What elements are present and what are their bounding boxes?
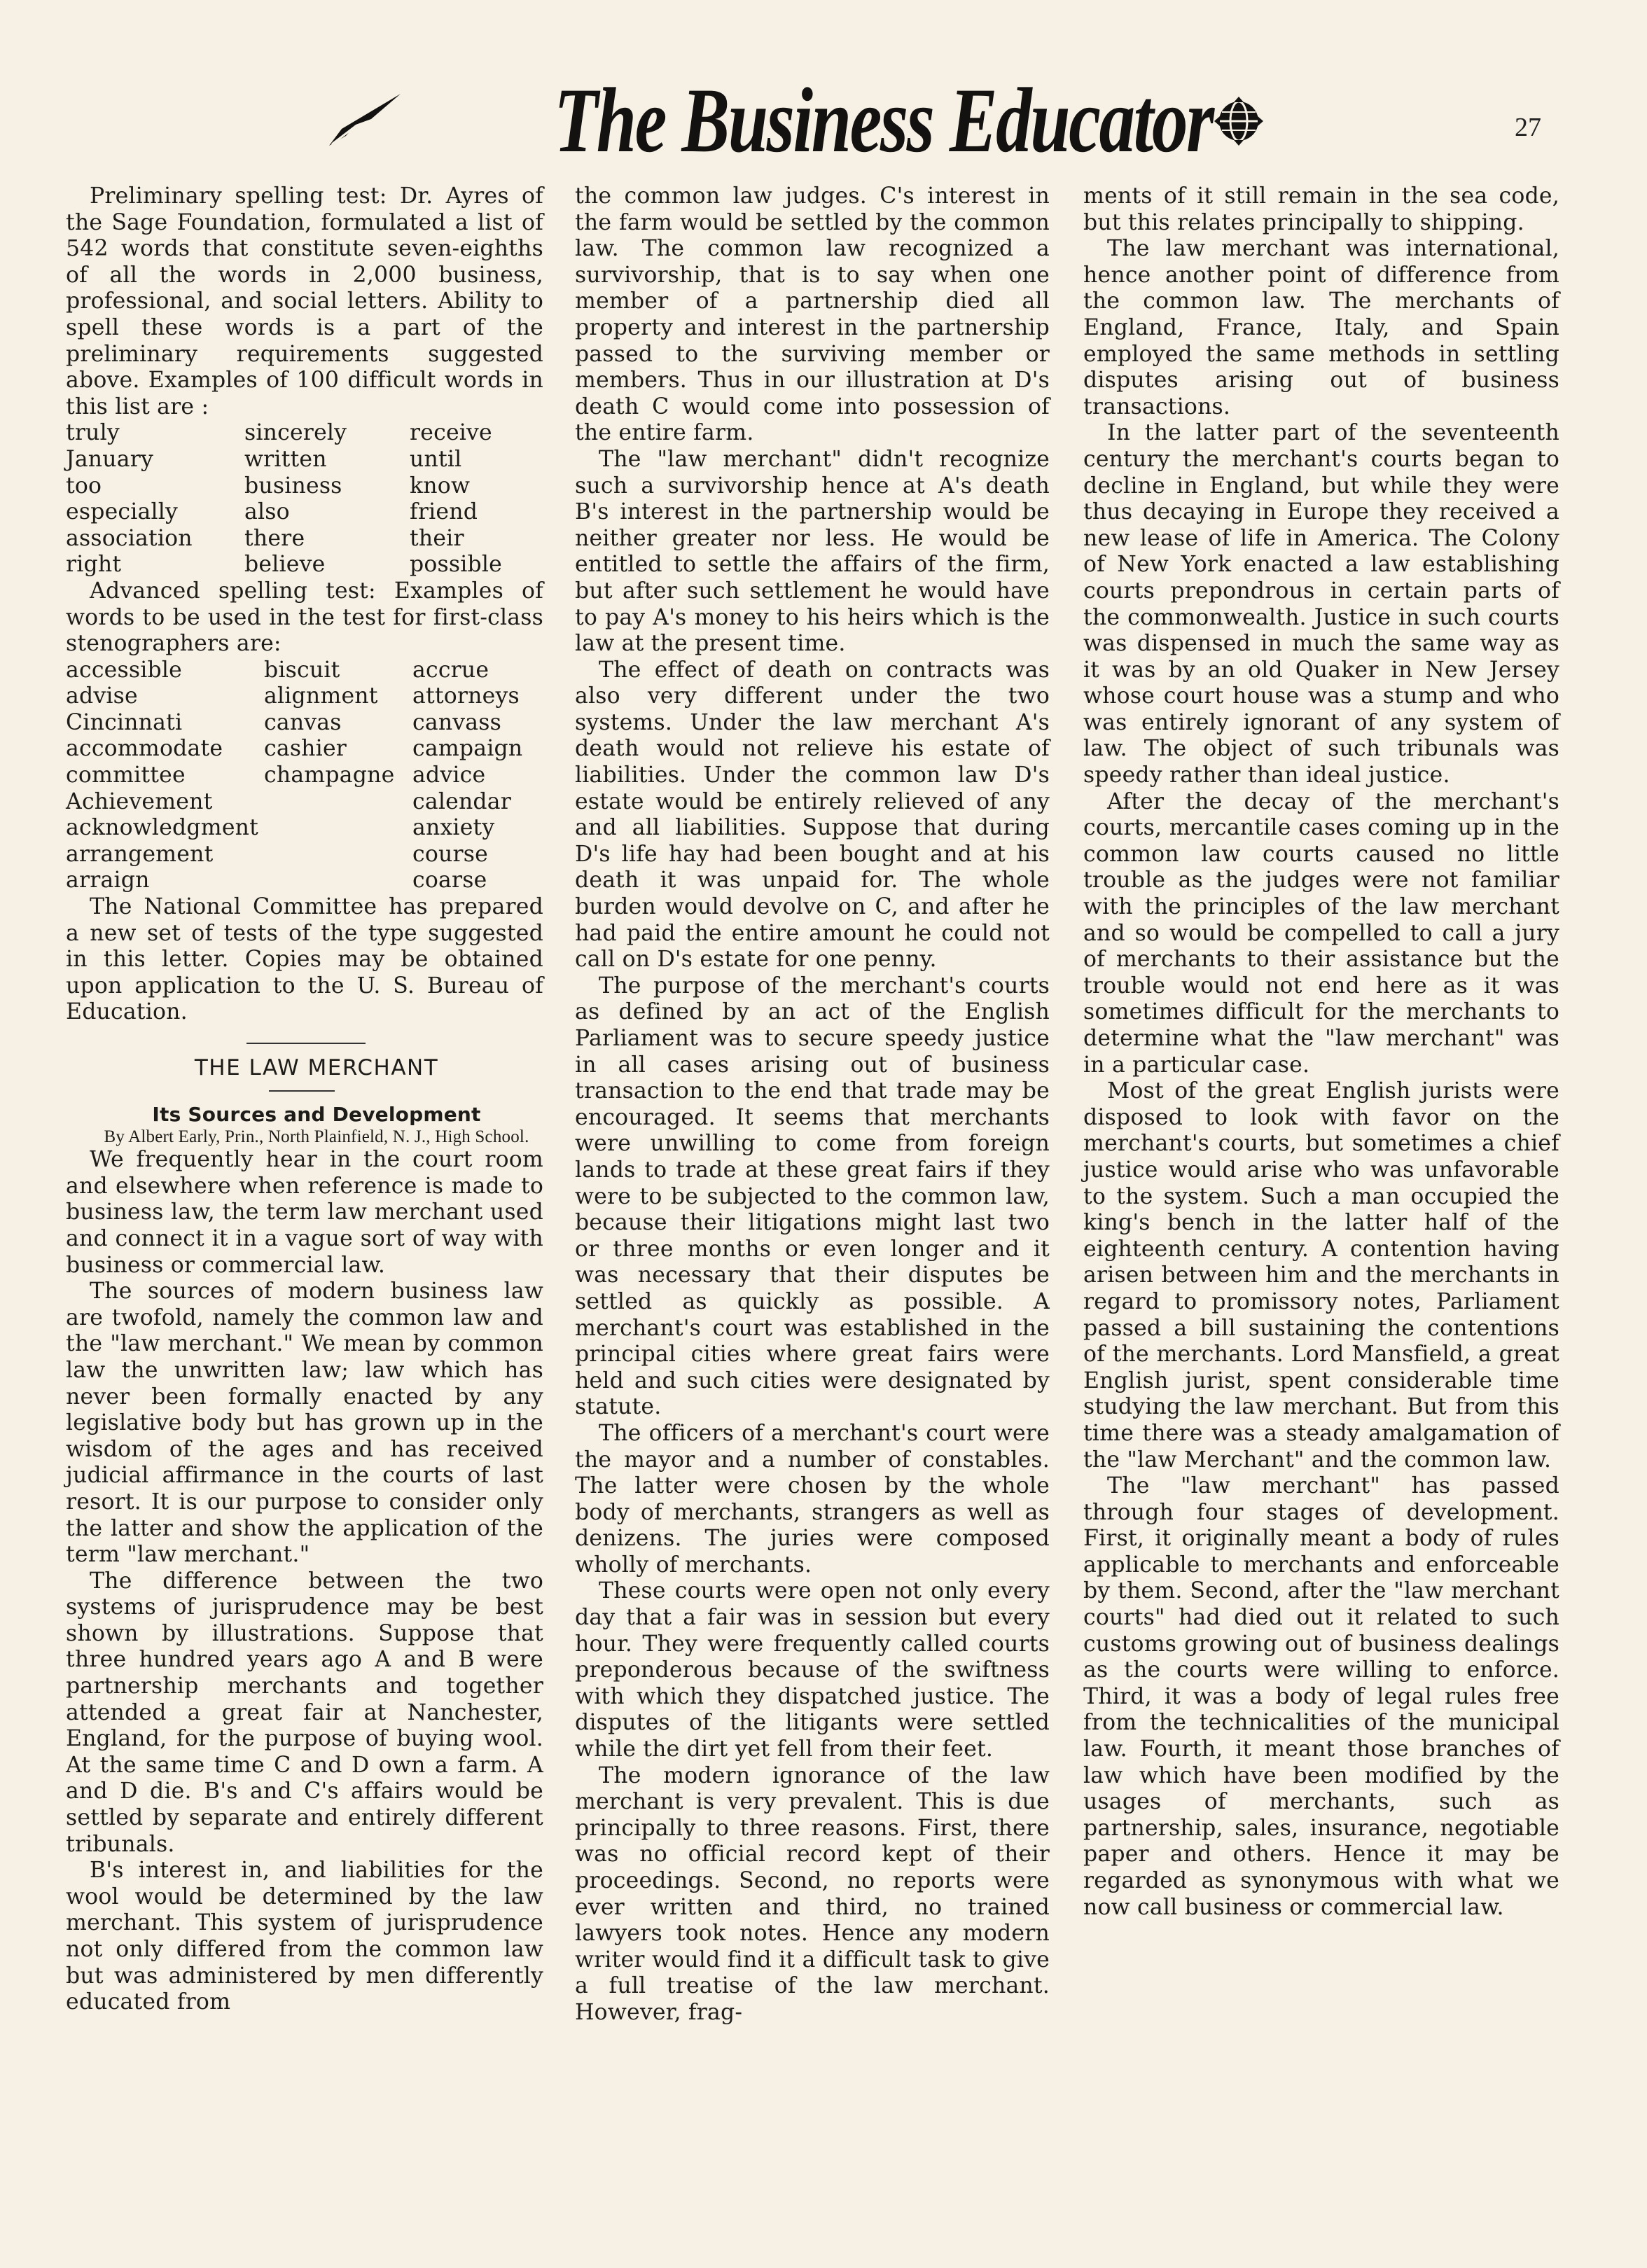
word-list-item: believe [244, 552, 326, 578]
word-list-item: Cincinnati [66, 709, 183, 735]
word-list-item: possible [410, 552, 503, 578]
word-list-item [264, 868, 412, 894]
word-list-item: accessible [66, 657, 182, 683]
column-middle [575, 183, 1050, 2026]
paragraph: We frequently hear in the court room and elsewhere when reference is made to business law, the term law merchant used and connect it in a vague sort of way with business or commercial law. [66, 1147, 543, 1278]
paragraph: Preliminary spelling test: Dr. Ayres of the Sage Foundation, formulated a list of 542 words that constitute seven-eighths of all the words in 2,000 business, professional, and social letters. Ability to spell these words is a part of the preliminary requirements suggested above. Examples of 100 difficult words in this list are : [66, 183, 543, 419]
page-number: 27 [1515, 113, 1541, 142]
word-list-item: friend [410, 499, 478, 525]
word-list-item: accrue [412, 657, 489, 683]
article-byline: By Albert Early, Prin., North Plainfield, N. J., High School. [104, 1127, 529, 1147]
word-list-item: sincerely [244, 420, 347, 446]
column-right [1083, 183, 1559, 1921]
paragraph: The sources of modern business law are twofold, namely the common law and the "law merchant." We mean by common law the unwritten law; law which has never been formally enacted by any legislative body but has grown up in the wisdom of the ages and has received judicial affirmance in the courts of last resort. It is our purpose to consider only the latter and show the application of the term "law merchant." [66, 1279, 543, 1568]
word-list-item: especially [66, 499, 179, 525]
word-list-item: too [66, 473, 102, 499]
paragraph: Most of the great English jurists were disposed to look with favor on the merchant's courts, but sometimes a chief justice would arise who was unfavorable to the system. Such a man occupied the king's bench in the latter half of the eighteenth century. A contention having arisen between him and the merchants in regard to promissory notes, Parliament passed a bill sustaining the contentions of the merchants. Lord Mansfield, a great English jurist, spent considerable time studying the law merchant. But from this time there was a steady amalgamation of the "law Merchant" and the common law. [1083, 1078, 1559, 1473]
word-list-item: right [66, 552, 122, 578]
paragraph: The difference between the two systems of jurisprudence may be best shown by illustrations. Suppose that three hundred years ago A and B were partnership merchants and together attended a great fair at Nanchester, England, for the purpose of buying wool. At the same time C and D own a farm. A and D die. B's and C's affairs would be settled by separate and entirely different tribunals. [66, 1568, 543, 1857]
word-list-item: association [66, 525, 193, 551]
word-list-item: until [410, 446, 462, 472]
word-list-item: coarse [412, 868, 487, 893]
word-list-item [264, 842, 412, 868]
word-list-item: committee [66, 763, 186, 788]
word-list-item: January [66, 446, 154, 472]
masthead [0, 0, 1647, 175]
word-list-item: canvass [412, 709, 502, 735]
word-list-item: advice [412, 763, 486, 788]
section-divider [246, 1043, 366, 1044]
word-list-item: accommodate [66, 736, 223, 762]
word-list-item: arraign [66, 868, 150, 893]
heading-divider [269, 1090, 335, 1092]
paragraph: The law merchant was international, hence another point of difference from the common law. The merchants of England, France, Italy, and Spain employed the same methods in settling disputes arising out of business transactions. [1083, 236, 1559, 419]
quill-pen-icon [328, 90, 405, 147]
paragraph: Advanced spelling test: Examples of words to be used in the test for first-class stenographers are: [66, 578, 543, 657]
column-left [66, 183, 543, 2016]
paragraph: The officers of a merchant's court were the mayor and a number of constables. The latter were chosen by the whole body of merchants, strangers as well as denizens. The juries were composed wholly of merchants. [575, 1420, 1050, 1578]
masthead-title: The Business Educator [554, 69, 1213, 172]
word-list-item [264, 789, 412, 816]
word-list-item: biscuit [264, 657, 340, 683]
paragraph: the common law judges. C's interest in the farm would be settled by the common law. The common law recognized a survivorship, that is to say when one member of a partnership died all property and interest in the partnership passed to the surviving member or members. Thus in our illustration at D's death C would come into possession of the entire farm. [575, 183, 1050, 446]
word-list-item: cashier [264, 736, 347, 762]
word-list-item: course [412, 841, 488, 867]
paragraph: ments of it still remain in the sea code, but this relates principally to shipping. [1083, 183, 1559, 235]
article-subheading: Its Sources and Development [152, 1102, 481, 1126]
paragraph: These courts were open not only every day that a fair was in session but every hour. They were frequently called courts preponderous because of the swiftness with which they dispatched justice. The disputes of the litigants were settled while the dirt yet fell from their feet. [575, 1578, 1050, 1762]
paragraph: The "law merchant" didn't recognize such a survivorship hence at A's death B's interest in the partnership would be neither greater nor less. He would be entitled to settle the affairs of the firm, but after such settlement he would have to pay A's money to his heirs which is the law at the present time. [575, 446, 1050, 657]
word-list-item: calendar [412, 788, 512, 814]
word-list-item: anxiety [412, 815, 495, 841]
word-list-item: champagne [264, 763, 395, 788]
word-list-advanced [66, 658, 543, 894]
word-list-item: campaign [412, 736, 523, 762]
word-list-item: know [410, 473, 471, 499]
word-list-item: written [244, 446, 327, 472]
word-list-item: arrangement [66, 841, 214, 867]
paragraph: In the latter part of the seventeenth century the merchant's courts began to decline in England, but while they were thus decaying in Europe they received a new lease of life in America. The Colony of New York enacted a law establishing courts prepondrous in certain parts of the commonwealth. Justice in such courts was dispensed in much the same way as it was by an old Quaker in New Jersey whose court house was a stump and who was entirely ignorant of any system of law. The object of such tribunals was speedy rather than ideal justice. [1083, 420, 1559, 788]
paragraph: After the decay of the merchant's courts, mercantile cases coming up in the common law courts caused no little trouble as the judges were not familiar with the principles of the law merchant and so would be compelled to call a jury of merchants to their assistance but the trouble would not end here as it was sometimes difficult for the merchants to determine what the "law merchant" was in a particular case. [1083, 788, 1559, 1078]
word-list-item: their [410, 525, 464, 551]
word-list-item: attorneys [412, 683, 520, 709]
word-list-item: canvas [264, 709, 342, 735]
globe-ornament-icon [1210, 92, 1267, 150]
word-list-item: also [244, 499, 290, 525]
paragraph: The modern ignorance of the law merchant is very prevalent. This is due principally to three reasons. First, there was no official record kept of their proceedings. Second, no reports were ever written and third, no trained lawyers took notes. Hence any modern writer would find it a difficult task to give a full treatise of the law merchant. However, frag- [575, 1762, 1050, 2025]
paragraph: B's interest in, and liabilities for the wool would be determined by the law merchant. This system of jurisprudence not only differed from the common law but was administered by men differently educated from [66, 1858, 543, 2015]
article-heading: THE LAW MERCHANT [194, 1055, 439, 1080]
word-list-item [264, 815, 412, 842]
paragraph: The "law merchant" has passed through four stages of development. First, it originally meant a body of rules applicable to merchants and enforceable by them. Second, after the "law merchant courts" had died out it related to such customs growing out of business dealings as the courts were willing to enforce. Third, it was a body of legal rules free from the technicalities of the municipal law. Fourth, it meant those branches of law which have been modified by the usages of merchants, such as partnership, sales, insurance, negotiable paper and others. Hence it may be regarded as synonymous with what we now call business or commercial law. [1083, 1473, 1559, 1920]
word-list-item: advise [66, 683, 138, 709]
word-list-item: alignment [264, 683, 378, 709]
word-list-item: Achievement [66, 788, 213, 814]
word-list-item: there [244, 525, 305, 551]
paragraph: The National Committee has prepared a new set of tests of the type suggested in this letter. Copies may be obtained upon application to the U. S. Bureau of Education. [66, 894, 543, 1025]
word-list-preliminary [66, 420, 543, 578]
word-list-item: acknowledgment [66, 815, 259, 841]
word-list-item: business [244, 473, 342, 499]
word-list-item: truly [66, 420, 120, 446]
paragraph: The purpose of the merchant's courts as defined by an act of the English Parliament was to secure speedy justice in all cases arising out of business transaction to the end that trade may be encouraged. It seems that merchants were unwilling to come from foreign lands to trade at these great fairs if they were to be subjected to the common law, because their litigations might last two or three months or even longer and it was necessary that their disputes be settled as quickly as possible. A merchant's court was established in the principal cities where great fairs were held and such cities were designated by statute. [575, 973, 1050, 1420]
word-list-item: receive [410, 420, 492, 446]
paragraph: The effect of death on contracts was also very different under the two systems. Under the law merchant A's death would not relieve his estate of liabilities. Under the common law D's estate would be entirely relieved of any and all liabilities. Suppose that during D's life hay had been bought and at his death it was unpaid for. The whole burden would devolve on C, and after he had paid the entire amount he could not call on D's estate for one penny. [575, 657, 1050, 973]
